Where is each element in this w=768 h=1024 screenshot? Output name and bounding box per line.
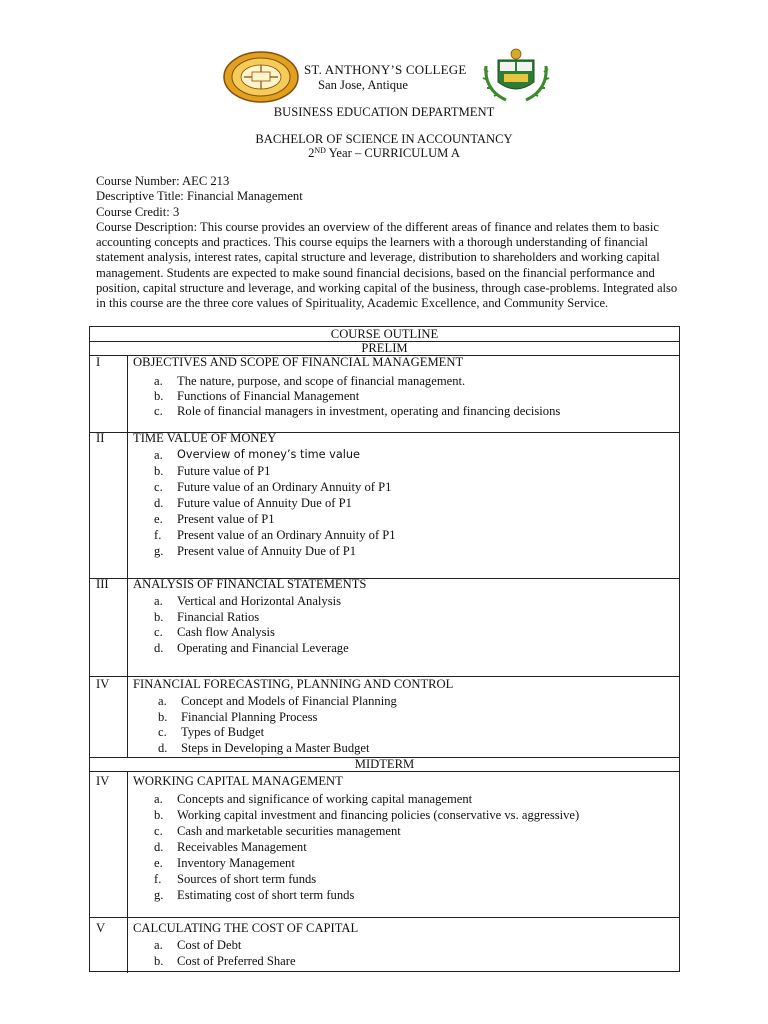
section-number: III [96,577,109,591]
topic-letter: d. [158,741,168,756]
course-description: Course Description: This course provides an overview of the different areas of finance and relates them to basic accounting concepts and practices. This course equips the learners with a thorough understanding of financial statement analysis, interest rates, capital structure and leverage, distribution to shareholders and working capital management. Students are expected to make sound financial decisions, based on the financial performance and position, capital structure and leverage, and working capital of the business, through case-problems. Integrated also in this course are the three core values of Spirituality, Academic Excellence, and Community Service. [96,219,678,311]
topic-letter: g. [154,544,164,558]
topic-text: Receivables Management [177,840,307,854]
topic-text: Cost of Preferred Share [177,953,296,968]
topic-letter: f. [154,528,162,542]
section-title: TIME VALUE OF MONEY [133,431,277,445]
college-seal-logo [222,50,300,104]
year-number: 2 [308,146,315,160]
topic-text: Financial Planning Process [181,709,318,724]
column-divider [127,917,128,973]
row-divider [90,917,679,918]
section-number: IV [96,677,110,691]
year-ordinal-suffix: ND [314,146,326,155]
course-number: Course Number: AEC 213 [96,174,230,188]
topic-letter: c. [158,725,167,740]
section-number: I [96,355,101,369]
topic-text: Types of Budget [181,725,265,740]
topic-text: Cash flow Analysis [177,625,275,640]
topic-text: Present value of P1 [177,512,275,526]
prelim-label: PRELIM [361,341,408,355]
column-divider [127,432,128,578]
topic-letter: b. [158,709,168,724]
topic-text: Steps in Developing a Master Budget [181,741,370,756]
topic-letter: b. [154,953,164,968]
section-number: II [96,431,105,445]
topic-text: Cash and marketable securities management [177,824,401,838]
document-header [0,46,768,106]
topic-text: Concept and Models of Financial Planning [181,694,397,708]
section-title: CALCULATING THE COST OF CAPITAL [133,921,359,935]
topic-text: Vertical and Horizontal Analysis [177,594,342,608]
column-divider [127,676,128,757]
topic-text: Overview of money’s time value [177,448,361,461]
course-info [96,174,686,312]
topic-letter: e. [154,512,163,526]
topic-letter: b. [154,389,164,404]
row-divider [90,771,679,772]
topic-text: Future value of P1 [177,464,271,478]
outline-title: COURSE OUTLINE [330,327,439,341]
topic-letter: b. [154,609,164,624]
topic-text: Inventory Management [177,856,295,870]
topic-letter: d. [154,496,164,510]
column-divider [127,355,128,432]
topic-letter: a. [154,792,163,806]
topic-text: Present value of an Ordinary Annuity of P1 [177,528,396,542]
topic-letter: a. [158,694,167,708]
topic-text: Financial Ratios [177,609,260,624]
row-divider [90,757,679,758]
topic-letter: d. [154,840,164,854]
curriculum-year [0,146,768,161]
section-title: WORKING CAPITAL MANAGEMENT [133,774,343,788]
topic-letter: c. [154,824,163,838]
topic-letter: e. [154,856,163,870]
topic-text: Future value of Annuity Due of P1 [177,496,352,510]
topic-text: Operating and Financial Leverage [177,641,349,656]
topic-letter: b. [154,464,164,478]
topic-text: The nature, purpose, and scope of financial management. [177,374,466,388]
topic-text: Future value of an Ordinary Annuity of P1 [177,480,392,494]
topic-text: Concepts and significance of working capital management [177,792,473,806]
topic-letter: c. [154,404,163,419]
topic-letter: g. [154,888,164,902]
course-credit: Course Credit: 3 [96,204,180,219]
section-number: IV [96,774,110,788]
course-outline-table [89,326,680,972]
topic-text: Functions of Financial Management [177,389,360,404]
department-logo [480,46,552,104]
topic-letter: d. [154,641,164,656]
department-title: BUSINESS EDUCATION DEPARTMENT [273,105,495,119]
midterm-label: MIDTERM [354,757,415,771]
topic-text: Role of financial managers in investment, operating and financing decisions [177,404,561,419]
topic-text: Working capital investment and financing policies (conservative vs. aggressive) [177,808,580,822]
column-divider [127,578,128,676]
topic-text: Cost of Debt [177,938,242,952]
section-title: FINANCIAL FORECASTING, PLANNING AND CONTROL [133,677,454,691]
column-divider [127,771,128,917]
topic-text: Present value of Annuity Due of P1 [177,544,357,558]
topic-letter: a. [154,938,163,952]
year-rest: Year – CURRICULUM A [325,146,460,160]
topic-letter: f. [154,872,162,886]
section-title: OBJECTIVES AND SCOPE OF FINANCIAL MANAGEMENT [133,355,464,369]
college-location: San Jose, Antique [318,78,408,92]
program-title: BACHELOR OF SCIENCE IN ACCOUNTANCY [255,132,513,146]
college-name: ST. ANTHONY’S COLLEGE [304,62,467,77]
topic-letter: a. [154,594,163,608]
topic-text: Sources of short term funds [177,872,317,886]
course-title: Descriptive Title: Financial Management [96,189,303,204]
topic-letter: a. [154,448,163,462]
topic-letter: a. [154,374,163,388]
section-title: ANALYSIS OF FINANCIAL STATEMENTS [133,577,367,591]
topic-letter: b. [154,808,164,822]
topic-letter: c. [154,625,163,640]
section-number: V [96,921,106,935]
topic-letter: c. [154,480,163,494]
topic-text: Estimating cost of short term funds [177,888,355,902]
